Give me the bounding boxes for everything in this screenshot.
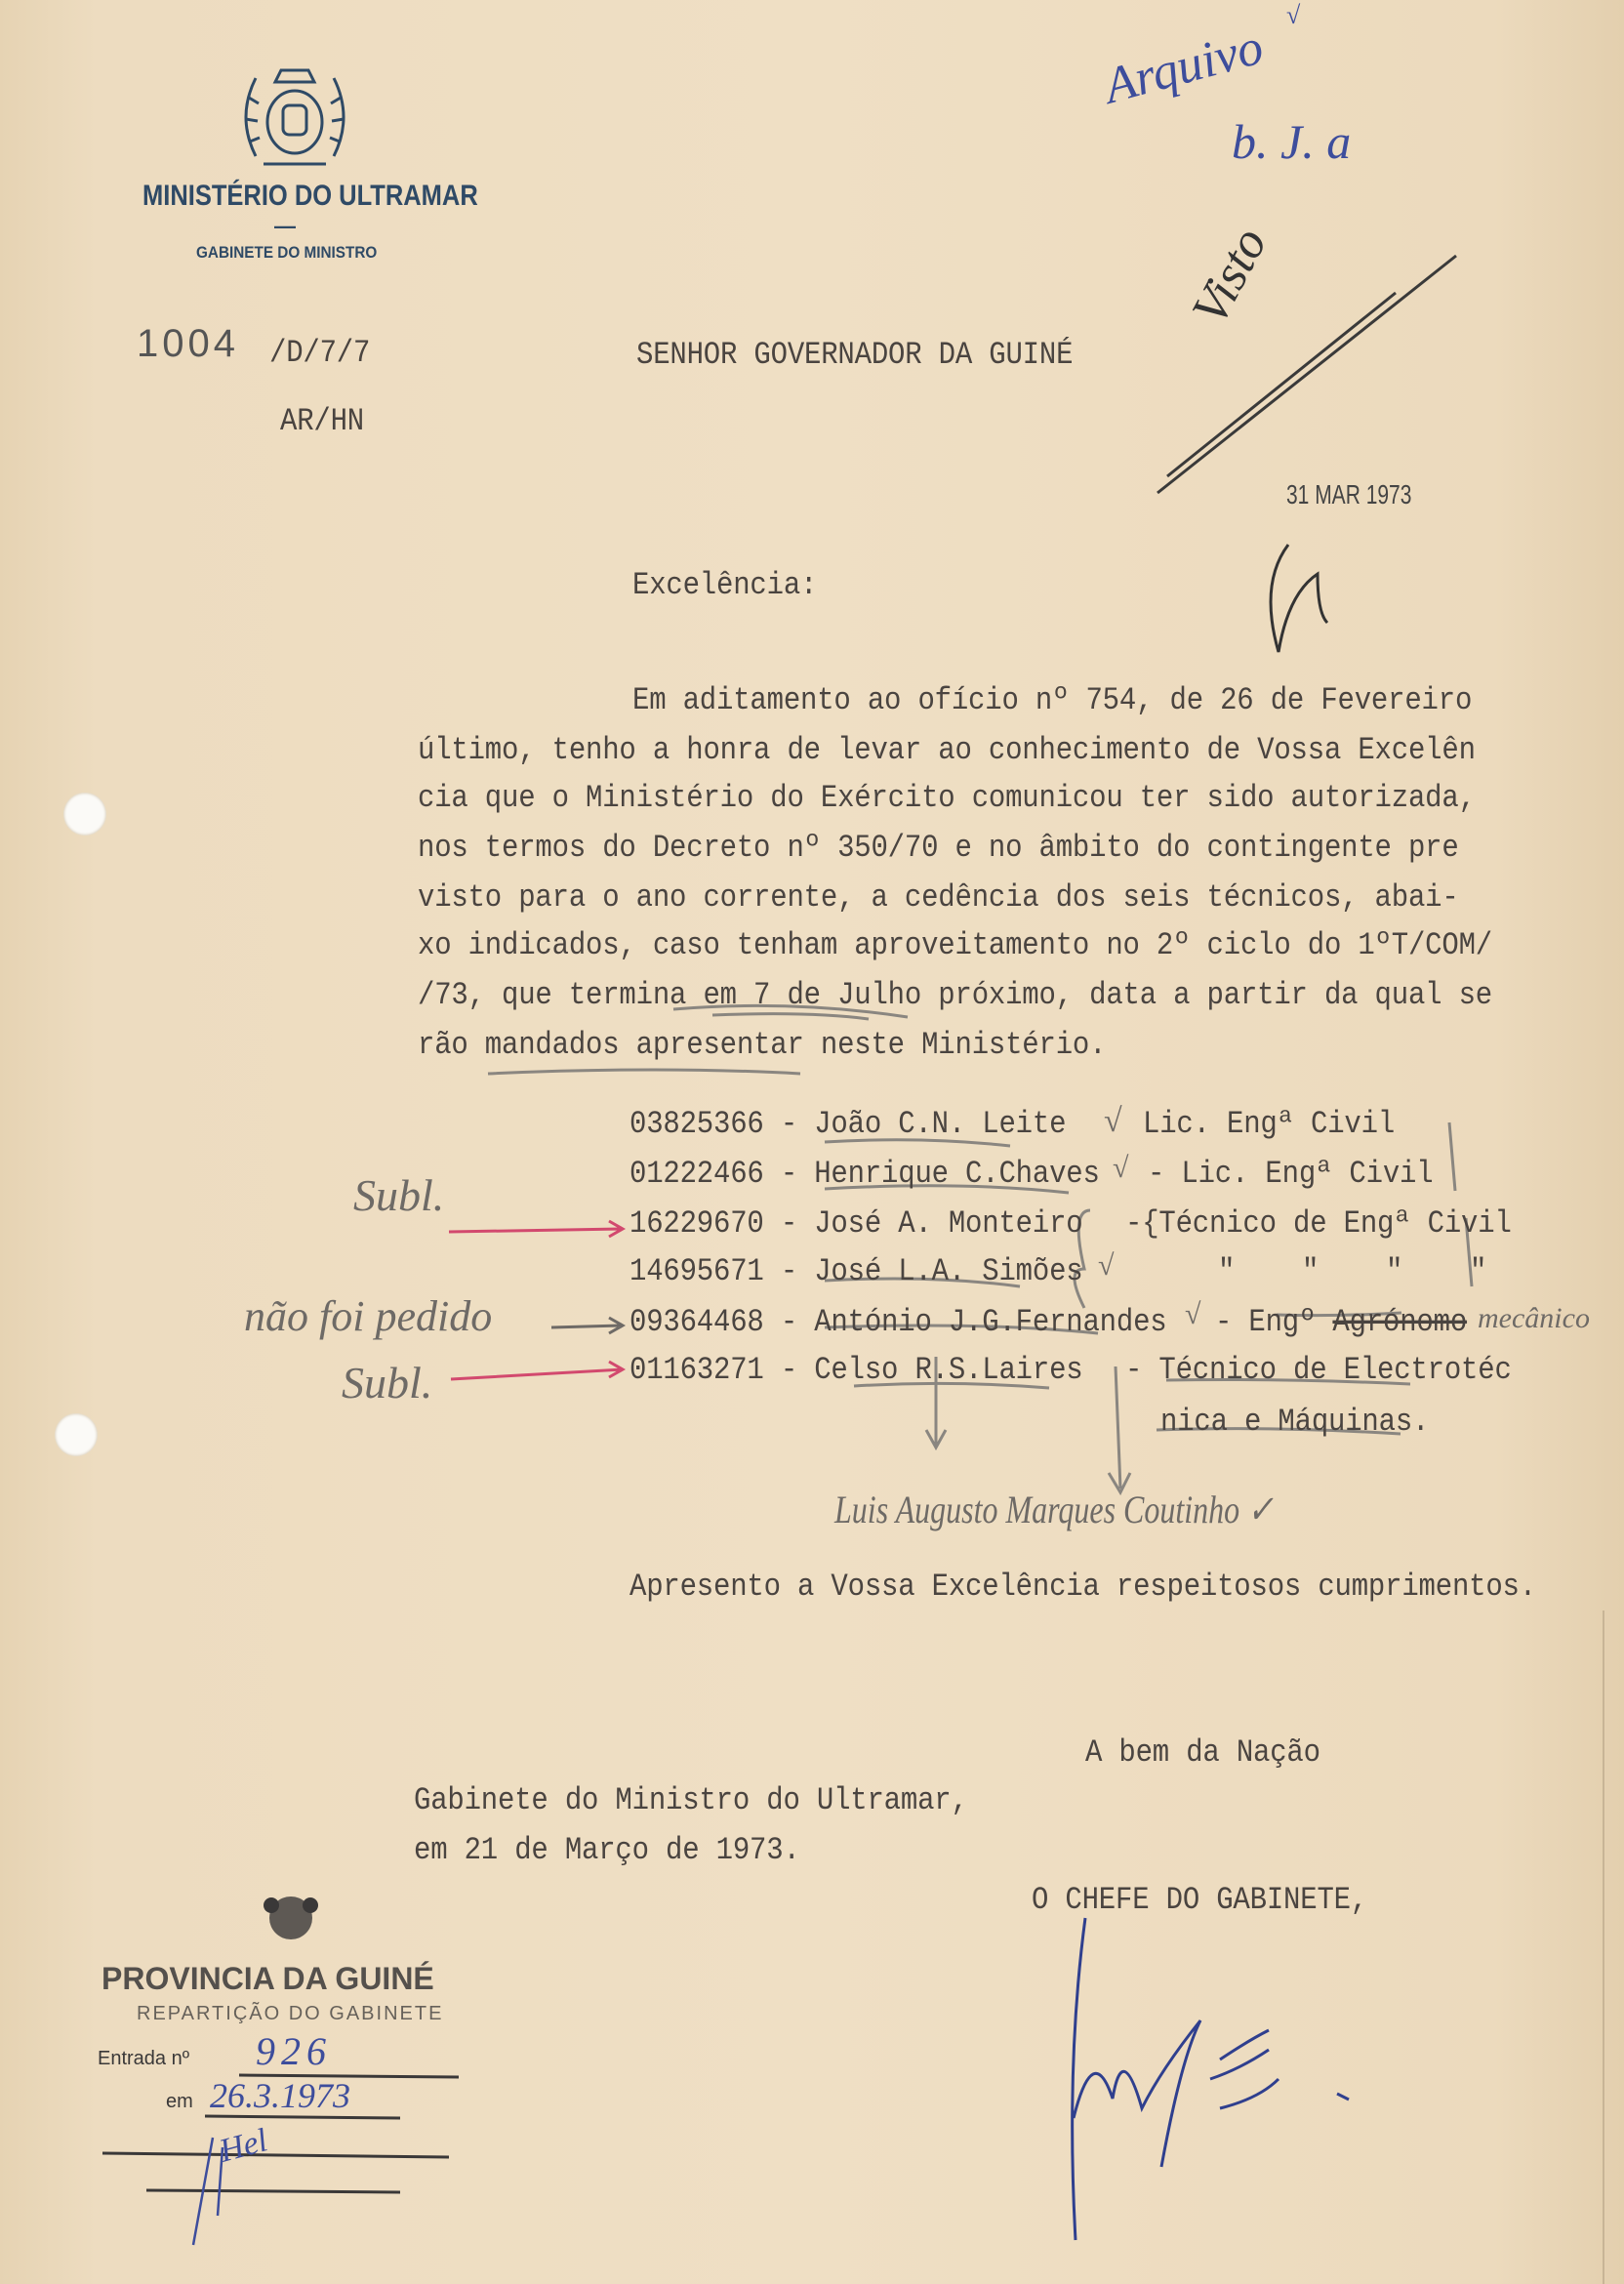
reference-suffix: /D/7/7 — [269, 334, 371, 371]
tech-name: Celso R.S.Laires — [814, 1351, 1083, 1388]
tech-name: José A. Monteiro — [814, 1204, 1083, 1242]
office-name: GABINETE DO MINISTRO — [196, 243, 378, 262]
list-item: 14695671 - José L.A. Simões — [629, 1252, 1083, 1289]
pencil-arrow — [551, 1318, 623, 1333]
list-item: 09364468 - António J.G.Fernandes — [629, 1303, 1167, 1340]
chief-signature — [1073, 1918, 1349, 2240]
stamp-department: REPARTIÇÃO DO GABINETE — [137, 2003, 444, 2024]
subl-note: Subl. — [342, 1358, 433, 1407]
tech-id: 03825366 — [629, 1105, 764, 1142]
salutation: Excelência: — [632, 566, 818, 603]
body-line: /73, que termina em 7 de Julho próximo, data a partir da qual se — [418, 976, 1492, 1013]
mecanico-note: mecânico — [1478, 1302, 1590, 1334]
list-item: 01222466 - Henrique C.Chaves — [629, 1155, 1100, 1192]
motto: A bem da Nação — [1085, 1733, 1320, 1771]
received-date-stamp: 31 MAR 1973 — [1286, 479, 1412, 510]
body-line: Em aditamento ao ofício nº 754, de 26 de Fevereiro — [632, 681, 1473, 718]
list-item: 01163271 - Celso R.S.Laires — [629, 1351, 1083, 1388]
tech-id: 09364468 — [629, 1303, 764, 1340]
tech-name: José L.A. Simões — [814, 1252, 1083, 1289]
stamp-initials: Hel — [215, 2122, 271, 2170]
body-line: cia que o Ministério do Exército comunicou ter sido autorizada, — [418, 779, 1476, 816]
letterhead-dash: — — [274, 214, 296, 238]
body-line: xo indicados, caso tenham aproveitamento no 2º ciclo do 1ºT/COM/ — [418, 926, 1492, 963]
tech-id: 16229670 — [629, 1204, 764, 1242]
signatory-title: O CHEFE DO GABINETE, — [1032, 1881, 1368, 1918]
stamp-entry-label: Entrada nº — [98, 2048, 190, 2069]
ministry-name: MINISTÉRIO DO ULTRAMAR — [142, 180, 478, 212]
nao-foi-pedido-note: não foi pedido — [244, 1292, 493, 1340]
replacement-name-note: Luis Augusto Marques Coutinho ✓ — [834, 1488, 1274, 1531]
list-item: 03825366 - João C.N. Leite — [629, 1105, 1067, 1142]
tech-title: Lic. Engª Civil — [1143, 1105, 1396, 1142]
archive-initials: b. J. a — [1232, 114, 1352, 169]
tech-title-text: - Engº — [1215, 1303, 1317, 1340]
reference-number: 1004 — [137, 322, 239, 365]
addressee: SENHOR GOVERNADOR DA GUINÉ — [636, 336, 1074, 373]
check-mark: √ — [1104, 1103, 1122, 1139]
closing-line: Apresento a Vossa Excelência respeitosos cumprimentos. — [629, 1568, 1536, 1605]
body-line: rão mandados apresentar neste Ministério. — [418, 1026, 1107, 1063]
archive-note: Arquivo — [1098, 19, 1270, 115]
subl-note: Subl. — [353, 1170, 445, 1220]
tech-title: - Lic. Engª Civil — [1148, 1155, 1434, 1192]
initials-scribble — [1271, 545, 1327, 652]
check-mark: √ — [1113, 1152, 1129, 1184]
struck-title: Agrónomo — [1332, 1303, 1468, 1340]
tech-name: Henrique C.Chaves — [814, 1155, 1100, 1192]
stamp-date: 26.3.1973 — [210, 2076, 350, 2115]
tech-title-continued: nica e Máquinas. — [1160, 1403, 1430, 1440]
tech-name: João C.N. Leite — [814, 1105, 1067, 1142]
stamp-crest-icon — [264, 1897, 318, 1939]
tech-id: 14695671 — [629, 1252, 764, 1289]
stamp-entry-number: 926 — [256, 2029, 332, 2073]
stamp-date-label: em — [166, 2091, 193, 2112]
tech-id: 01163271 — [629, 1351, 764, 1388]
visto-note: Visto — [1181, 219, 1279, 334]
tech-title — [1215, 1305, 1467, 1340]
check-mark: √ — [1185, 1298, 1201, 1330]
body-line: visto para o ano corrente, a cedência dos seis técnicos, abai- — [418, 878, 1459, 916]
letter-date: em 21 de Março de 1973. — [414, 1831, 800, 1868]
tech-title: " " " " — [1218, 1252, 1487, 1289]
stamp-province: PROVINCIA DA GUINÉ — [102, 1961, 434, 1996]
body-line: último, tenho a honra de levar ao conhecimento de Vossa Excelên — [418, 731, 1476, 768]
reference-initials: AR/HN — [280, 402, 365, 439]
body-line: nos termos do Decreto nº 350/70 e no âmbito do contingente pre — [418, 829, 1459, 866]
check-mark: √ — [1098, 1249, 1115, 1282]
tech-id: 01222466 — [629, 1155, 764, 1192]
place: Gabinete do Ministro do Ultramar, — [414, 1781, 968, 1818]
tech-title: -{Técnico de Engª Civil — [1125, 1204, 1512, 1242]
list-item: 16229670 - José A. Monteiro — [629, 1204, 1083, 1242]
tech-name: António J.G.Fernandes — [814, 1303, 1167, 1340]
tech-title: - Técnico de Electrotéc — [1125, 1351, 1512, 1388]
archive-check: √ — [1286, 1, 1301, 29]
crest-icon — [246, 70, 344, 164]
